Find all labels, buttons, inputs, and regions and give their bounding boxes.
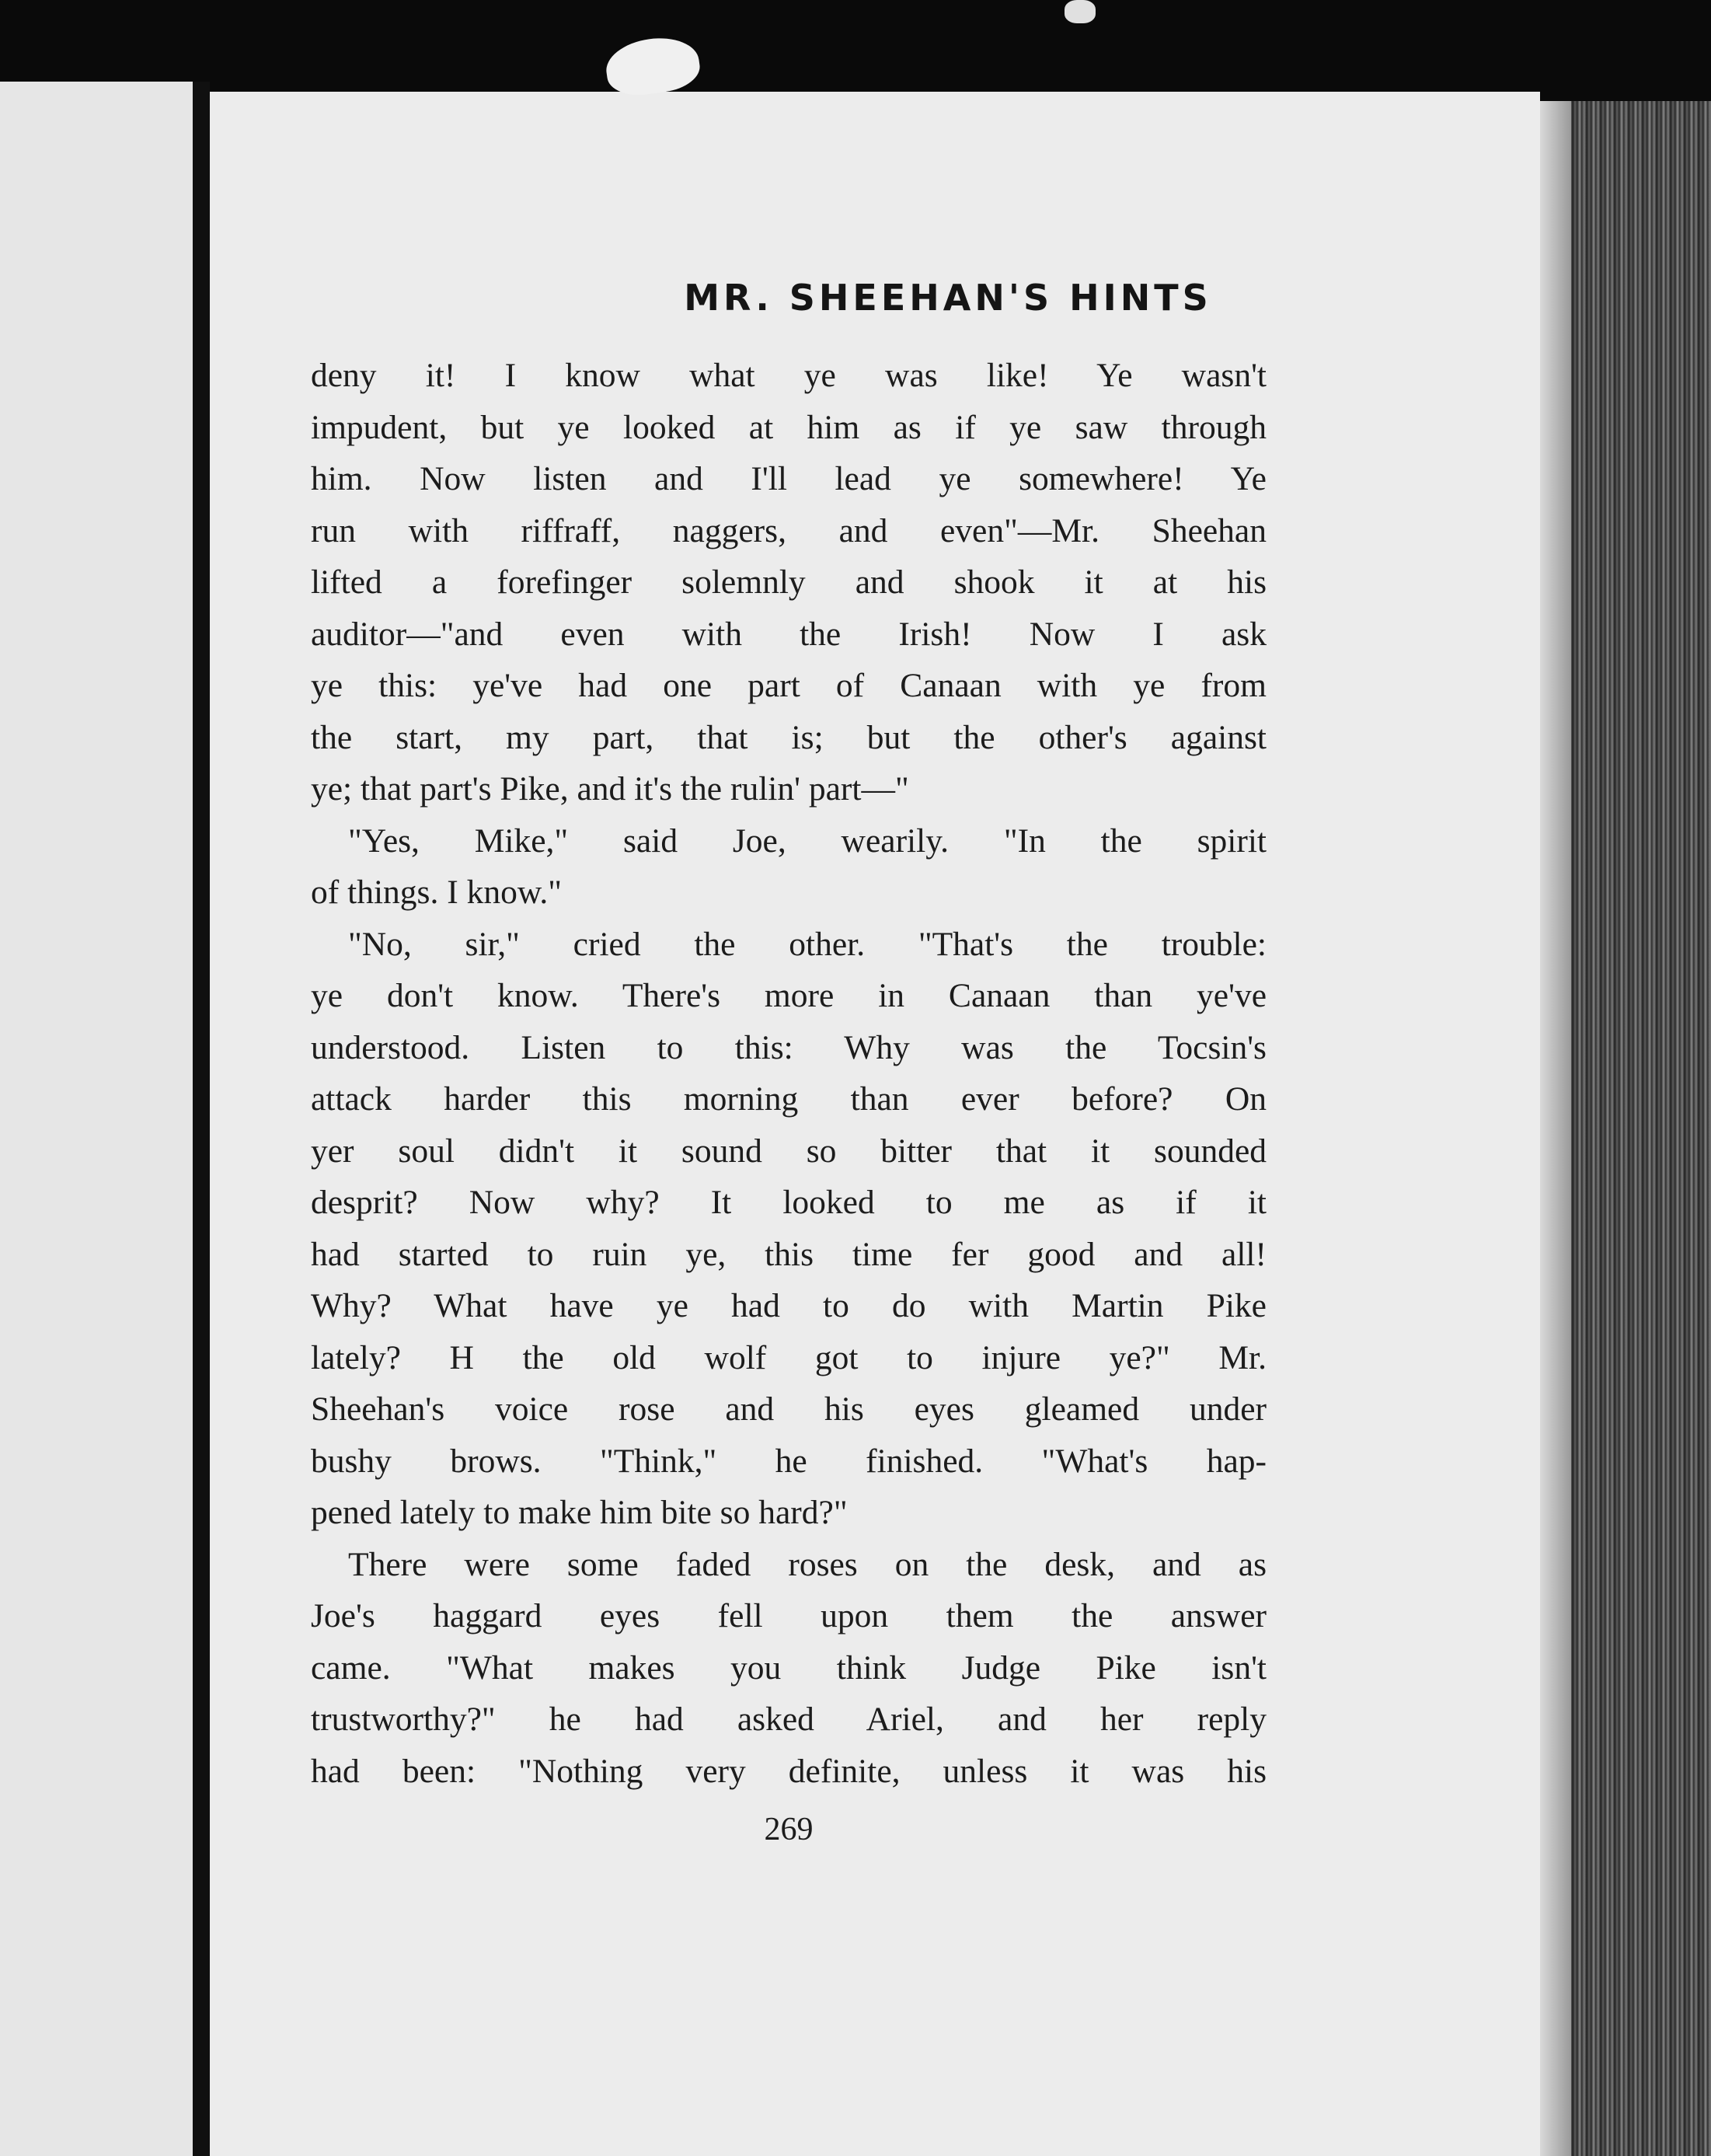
text-line: ye; that part's Pike, and it's the rulin' part—" <box>311 770 909 808</box>
text-line: There were some faded roses on the desk, and as <box>348 1545 1267 1583</box>
text-line: auditor—"and even with the Irish! Now I ask <box>311 615 1267 653</box>
text-line: came. "What makes you think Judge Pike isn't <box>311 1648 1267 1687</box>
text-line: impudent, but ye looked at him as if ye saw through <box>311 408 1267 446</box>
text-line: Joe's haggard eyes fell upon them the answer <box>311 1597 1267 1634</box>
text-line: had been: "Nothing very definite, unless it was his <box>311 1752 1267 1790</box>
body-text <box>311 350 1267 1797</box>
text-line: attack harder this morning than ever before? On <box>311 1080 1267 1118</box>
text-line: Sheehan's voice rose and his eyes gleamed under <box>311 1390 1267 1428</box>
text-line: had started to ruin ye, this time fer good and all! <box>311 1235 1267 1273</box>
text-line: lifted a forefinger solemnly and shook it at his <box>311 563 1267 601</box>
running-header: MR. SHEEHAN'S HINTS <box>684 277 1212 319</box>
text-line: understood. Listen to this: Why was the Tocsin's <box>311 1028 1267 1066</box>
text-line: pened lately to make him bite so hard?" <box>311 1494 848 1531</box>
text-line: ye this: ye've had one part of Canaan with ye from <box>311 667 1267 704</box>
text-line: yer soul didn't it sound so bitter that it sounded <box>311 1132 1267 1170</box>
book-gutter <box>193 82 210 2156</box>
left-page-margin <box>0 82 193 2156</box>
paper-scrap-mark <box>1065 0 1096 23</box>
page-number: 269 <box>764 1812 814 1847</box>
text-line: desprit? Now why? It looked to me as if it <box>311 1184 1267 1221</box>
text-line: "No, sir," cried the other. "That's the trouble: <box>348 925 1267 963</box>
paper-tab-mark <box>603 33 703 99</box>
text-line: "Yes, Mike," said Joe, wearily. "In the spirit <box>348 822 1267 860</box>
text-line: deny it! I know what ye was like! Ye wasn't <box>311 357 1267 394</box>
text-line: lately? H the old wolf got to injure ye?" Mr. <box>311 1338 1267 1376</box>
text-line: Why? What have ye had to do with Martin Pike <box>311 1287 1267 1324</box>
text-line: bushy brows. "Think," he finished. "What's hap- <box>311 1442 1267 1480</box>
text-line: the start, my part, that is; but the other's against <box>311 718 1267 756</box>
text-line: run with riffraff, naggers, and even"—Mr. Sheehan <box>311 511 1267 549</box>
text-line: of things. I know." <box>311 874 563 911</box>
page-edge-shadow <box>1540 101 1571 2156</box>
text-line: trustworthy?" he had asked Ariel, and her reply <box>311 1701 1267 1738</box>
text-line: him. Now listen and I'll lead ye somewhere! Ye <box>311 460 1267 497</box>
text-line: ye don't know. There's more in Canaan than ye've <box>311 977 1267 1014</box>
